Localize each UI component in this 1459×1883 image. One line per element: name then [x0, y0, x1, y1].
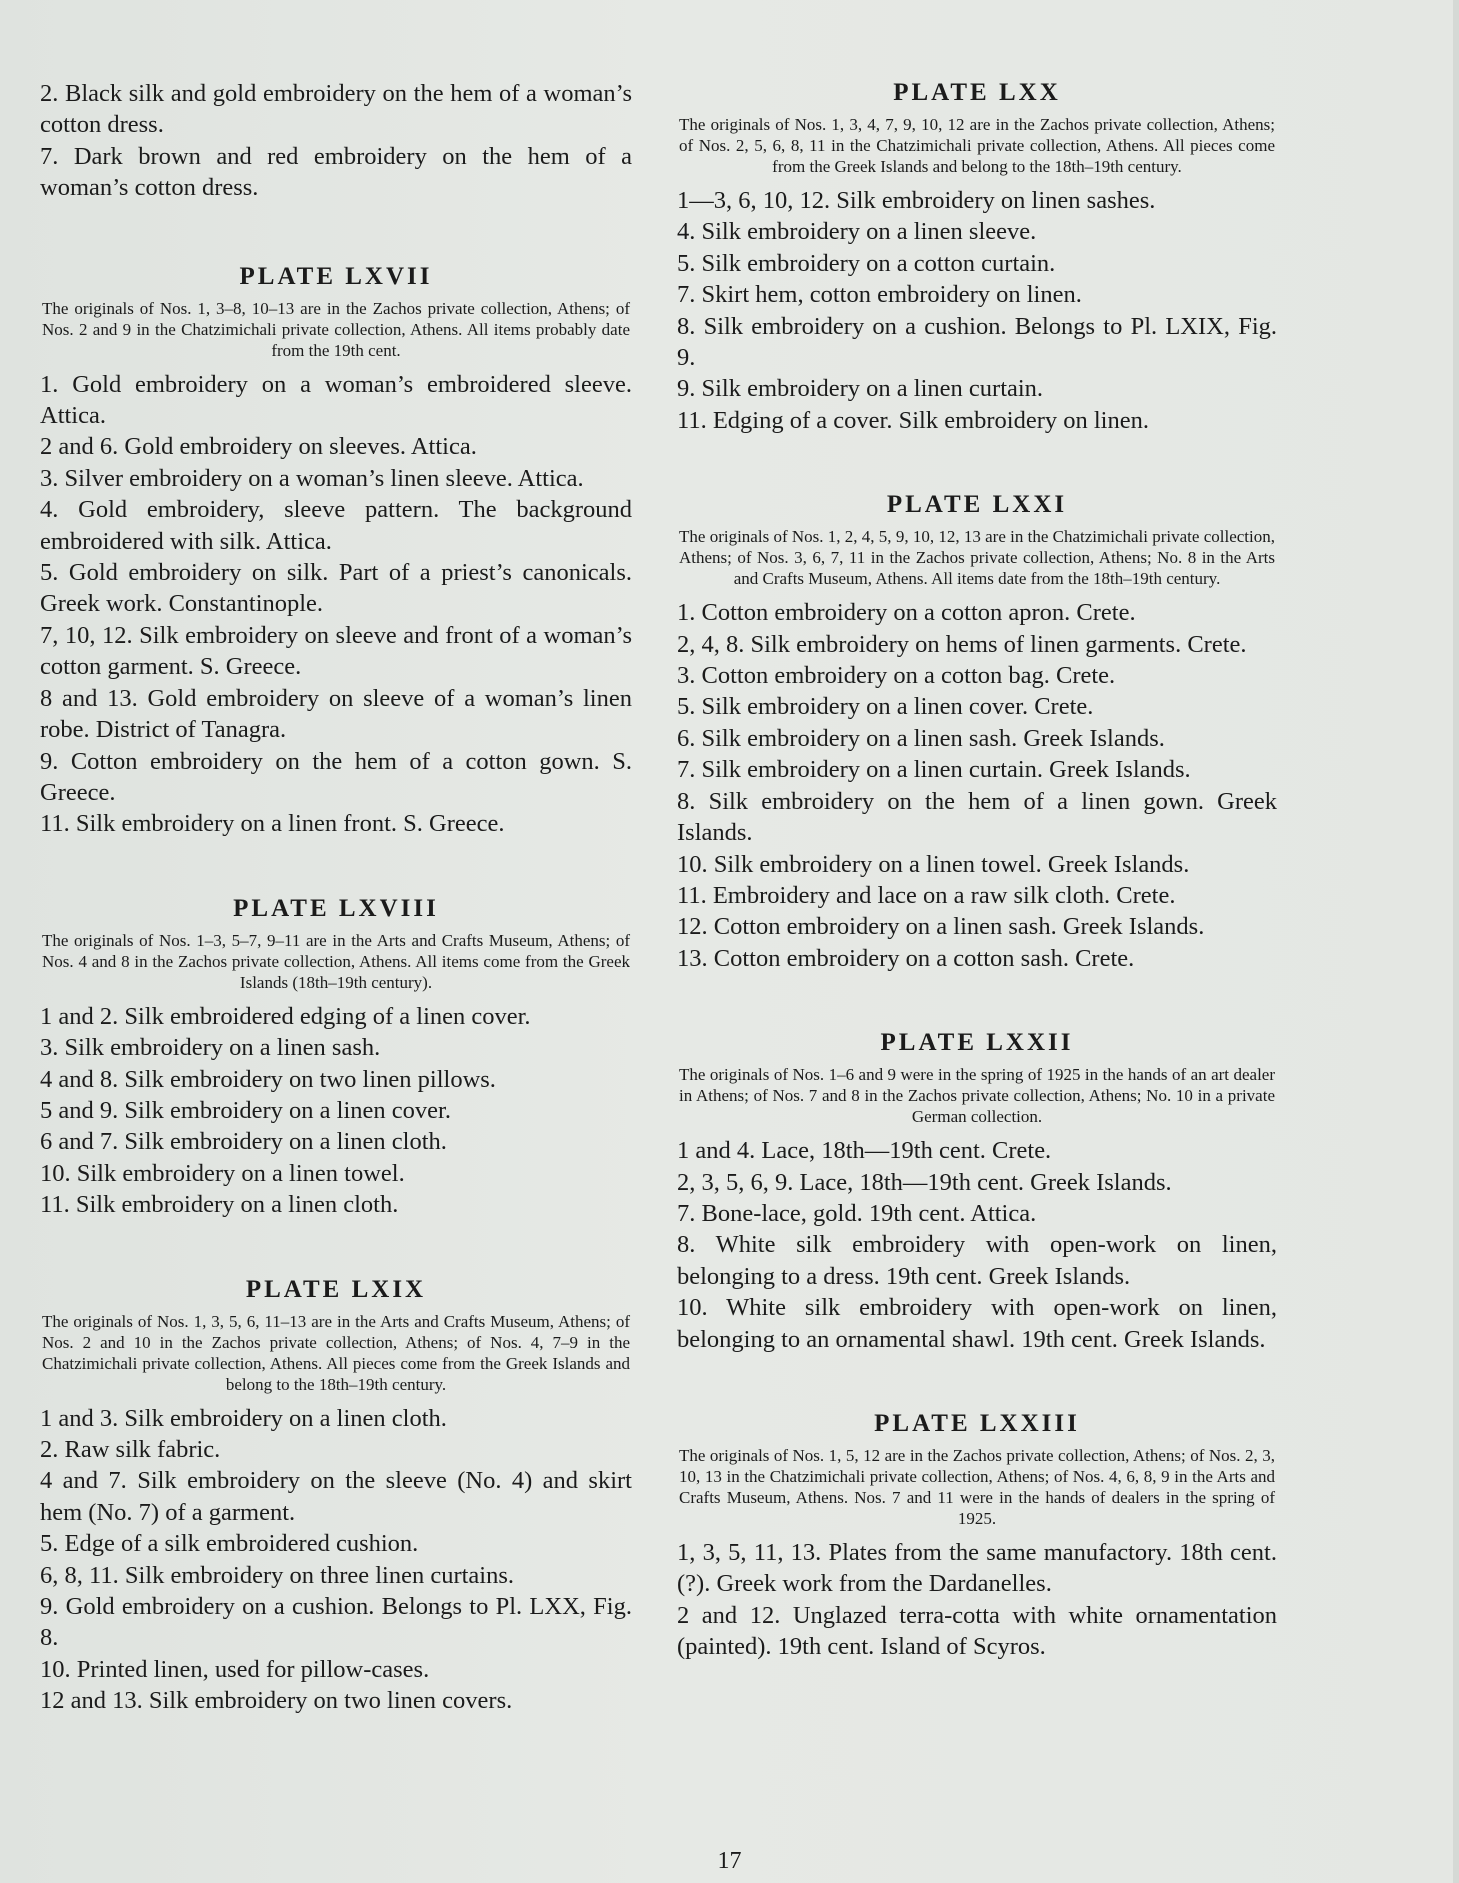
list-item: 12. Cotton embroidery on a linen sash. Greek Islands.: [677, 913, 1205, 941]
left-column: [40, 78, 632, 1771]
list-item: 1. Gold embroidery on a woman’s embroidered sleeve. Attica.: [40, 370, 632, 430]
list-item: 3. Cotton embroidery on a cotton bag. Crete.: [677, 662, 1116, 690]
list-item: 8. White silk embroidery with open-work on linen, belonging to a dress. 19th cent. Greek Islands.: [677, 1231, 1277, 1290]
list-item: 6 and 7. Silk embroidery on a linen cloth.: [40, 1128, 447, 1156]
plate-note: The originals of Nos. 1, 3–8, 10–13 are in the Zachos private collection, Athens; of Nos. 2 and 9 in the Chatzimichali private collection, Athens. All items probably date from the 19th cent.: [42, 298, 630, 360]
list-item: 7. Silk embroidery on a linen curtain. Greek Islands.: [677, 756, 1191, 784]
list-item: 4 and 8. Silk embroidery on two linen pillows.: [40, 1065, 496, 1093]
list-item: 13. Cotton embroidery on a cotton sash. Crete.: [677, 944, 1135, 972]
list-item: 5. Edge of a silk embroidered cushion.: [40, 1530, 419, 1558]
list-item: 8. Silk embroidery on a cushion. Belongs to Pl. LXIX, Fig. 9.: [677, 312, 1277, 372]
plate-lxxiii: [677, 1409, 1277, 1663]
list-item: 3. Silver embroidery on a woman’s linen sleeve. Attica.: [40, 464, 584, 492]
list-item: 11. Silk embroidery on a linen front. S. Greece.: [40, 810, 505, 838]
list-item: 6. Silk embroidery on a linen sash. Greek Islands.: [677, 724, 1165, 752]
plate-lxviii: [40, 894, 632, 1221]
plate-lxxi: [677, 490, 1277, 974]
plate-note: The originals of Nos. 1, 2, 4, 5, 9, 10, 12, 13 are in the Chatzimichali private collection, Athens; of Nos. 3, 6, 7, 11 in the Zachos private collection, Athens; No. 8 in the Arts and Crafts Museum, Athens. All items date from the 18th–19th century.: [679, 527, 1275, 589]
list-item: 4. Gold embroidery, sleeve pattern. The background embroidered with silk. Attica.: [40, 496, 632, 555]
list-item: 1 and 3. Silk embroidery on a linen cloth.: [40, 1404, 447, 1432]
list-item: 6, 8, 11. Silk embroidery on three linen curtains.: [40, 1561, 515, 1589]
plate-lxix: [40, 1275, 632, 1717]
plate-note: The originals of Nos. 1, 5, 12 are in the Zachos private collection, Athens; of Nos. 2, 3, 10, 13 in the Chatzimichali private collection, Athens; of Nos. 4, 6, 8, 9 in the Arts and Crafts Museum, Athens. Nos. 7 and 11 were in the hands of dealers in the spring of 1925.: [679, 1445, 1275, 1528]
list-item: 2 and 6. Gold embroidery on sleeves. Attica.: [40, 433, 477, 461]
plate-title: PLATE LXVIII: [233, 894, 439, 922]
list-item: 4 and 7. Silk embroidery on the sleeve (No. 4) and skirt hem (No. 7) of a garment.: [40, 1467, 632, 1526]
list-item: 10. Printed linen, used for pillow-cases.: [40, 1655, 430, 1683]
plate-title: PLATE LXXII: [880, 1029, 1074, 1057]
list-item: 5. Gold embroidery on silk. Part of a priest’s canonicals. Greek work. Constantinople.: [40, 559, 632, 618]
right-column: [677, 78, 1277, 1717]
list-item: 11. Embroidery and lace on a raw silk cloth. Crete.: [677, 881, 1176, 909]
list-item: 3. Silk embroidery on a linen sash.: [40, 1034, 381, 1062]
plate-lxx: [677, 78, 1277, 436]
plate-lxvii: [40, 262, 632, 840]
list-item: 7, 10, 12. Silk embroidery on sleeve and front of a woman’s cotton garment. S. Greece.: [40, 621, 632, 681]
list-item: 12 and 13. Silk embroidery on two linen covers.: [40, 1687, 513, 1715]
list-item: 1 and 4. Lace, 18th—19th cent. Crete.: [677, 1137, 1052, 1165]
list-item: 11. Silk embroidery on a linen cloth.: [40, 1191, 399, 1219]
list-item: 2. Raw silk fabric.: [40, 1435, 221, 1463]
page-number: 17: [717, 1848, 742, 1874]
list-item: 7. Dark brown and red embroidery on the hem of a woman’s cotton dress.: [40, 142, 632, 202]
list-item: 2, 4, 8. Silk embroidery on hems of linen garments. Crete.: [677, 630, 1247, 658]
plate-note: The originals of Nos. 1, 3, 4, 7, 9, 10, 12 are in the Zachos private collection, Athens; of Nos. 2, 5, 6, 8, 11 in the Chatzimichali private collection, Athens. All pieces come from the Greek Islands and belong to the 18th–19th century.: [679, 115, 1275, 176]
list-item: 11. Edging of a cover. Silk embroidery on linen.: [677, 406, 1149, 434]
plate-note: The originals of Nos. 1, 3, 5, 6, 11–13 are in the Arts and Crafts Museum, Athens; of Nos. 2 and 10 in the Zachos private collection, Athens; of Nos. 4, 7–9 in the Chatzimichali private collection, Athens. All pieces come from the Greek Islands and belong to the 18th–19th century.: [42, 1311, 630, 1394]
list-item: 1. Cotton embroidery on a cotton apron. Crete.: [677, 599, 1136, 627]
list-item: 10. Silk embroidery on a linen towel. Greek Islands.: [677, 850, 1190, 878]
page-edge: [1453, 0, 1459, 1883]
plate-title: PLATE LXVII: [239, 262, 433, 290]
list-item: 1 and 2. Silk embroidered edging of a linen cover.: [40, 1002, 531, 1030]
plate-title: PLATE LXX: [893, 79, 1061, 106]
list-item: 5. Silk embroidery on a cotton curtain.: [677, 249, 1056, 277]
list-item: 9. Cotton embroidery on the hem of a cotton gown. S. Greece.: [40, 747, 632, 806]
list-item: 2 and 12. Unglazed terra-cotta with white ornamentation (painted). 19th cent. Island of Scyros.: [677, 1601, 1277, 1661]
list-item: 5 and 9. Silk embroidery on a linen cover.: [40, 1096, 451, 1124]
list-item: 9. Silk embroidery on a linen curtain.: [677, 375, 1044, 403]
list-item: 10. White silk embroidery with open-work on linen, belonging to an ornamental shawl. 19th cent. Greek Islands.: [677, 1294, 1277, 1353]
continued-entries: [40, 78, 632, 204]
list-item: 2. Black silk and gold embroidery on the hem of a woman’s cotton dress.: [40, 80, 632, 139]
plate-title: PLATE LXXI: [886, 491, 1068, 519]
list-item: 8 and 13. Gold embroidery on sleeve of a woman’s linen robe. District of Tanagra.: [40, 684, 632, 744]
plate-note: The originals of Nos. 1–3, 5–7, 9–11 are in the Arts and Crafts Museum, Athens; of Nos. 4 and 8 in the Zachos private collection, Athens. All items come from the Greek Islands (18th–19th century).: [42, 930, 630, 992]
plate-title: PLATE LXXIII: [874, 1409, 1080, 1437]
list-item: 7. Bone-lace, gold. 19th cent. Attica.: [677, 1199, 1037, 1227]
list-item: 10. Silk embroidery on a linen towel.: [40, 1159, 405, 1187]
plate-lxxii: [677, 1028, 1277, 1355]
plate-note: The originals of Nos. 1–6 and 9 were in the spring of 1925 in the hands of an art dealer in Athens; of Nos. 7 and 8 in the Zachos private collection, Athens; No. 10 in a private German collection.: [679, 1065, 1275, 1127]
list-item: 1—3, 6, 10, 12. Silk embroidery on linen sashes.: [677, 187, 1156, 214]
list-item: 4. Silk embroidery on a linen sleeve.: [677, 218, 1037, 246]
list-item: 9. Gold embroidery on a cushion. Belongs to Pl. LXX, Fig. 8.: [40, 1593, 632, 1652]
list-item: 8. Silk embroidery on the hem of a linen gown. Greek Islands.: [677, 787, 1277, 847]
list-item: 2, 3, 5, 6, 9. Lace, 18th—19th cent. Greek Islands.: [677, 1168, 1172, 1196]
list-item: 1, 3, 5, 11, 13. Plates from the same manufactory. 18th cent. (?). Greek work from the Dardanelles.: [677, 1538, 1277, 1598]
list-item: 5. Silk embroidery on a linen cover. Crete.: [677, 693, 1094, 721]
list-item: 7. Skirt hem, cotton embroidery on linen.: [677, 281, 1082, 309]
plate-title: PLATE LXIX: [245, 1275, 427, 1303]
